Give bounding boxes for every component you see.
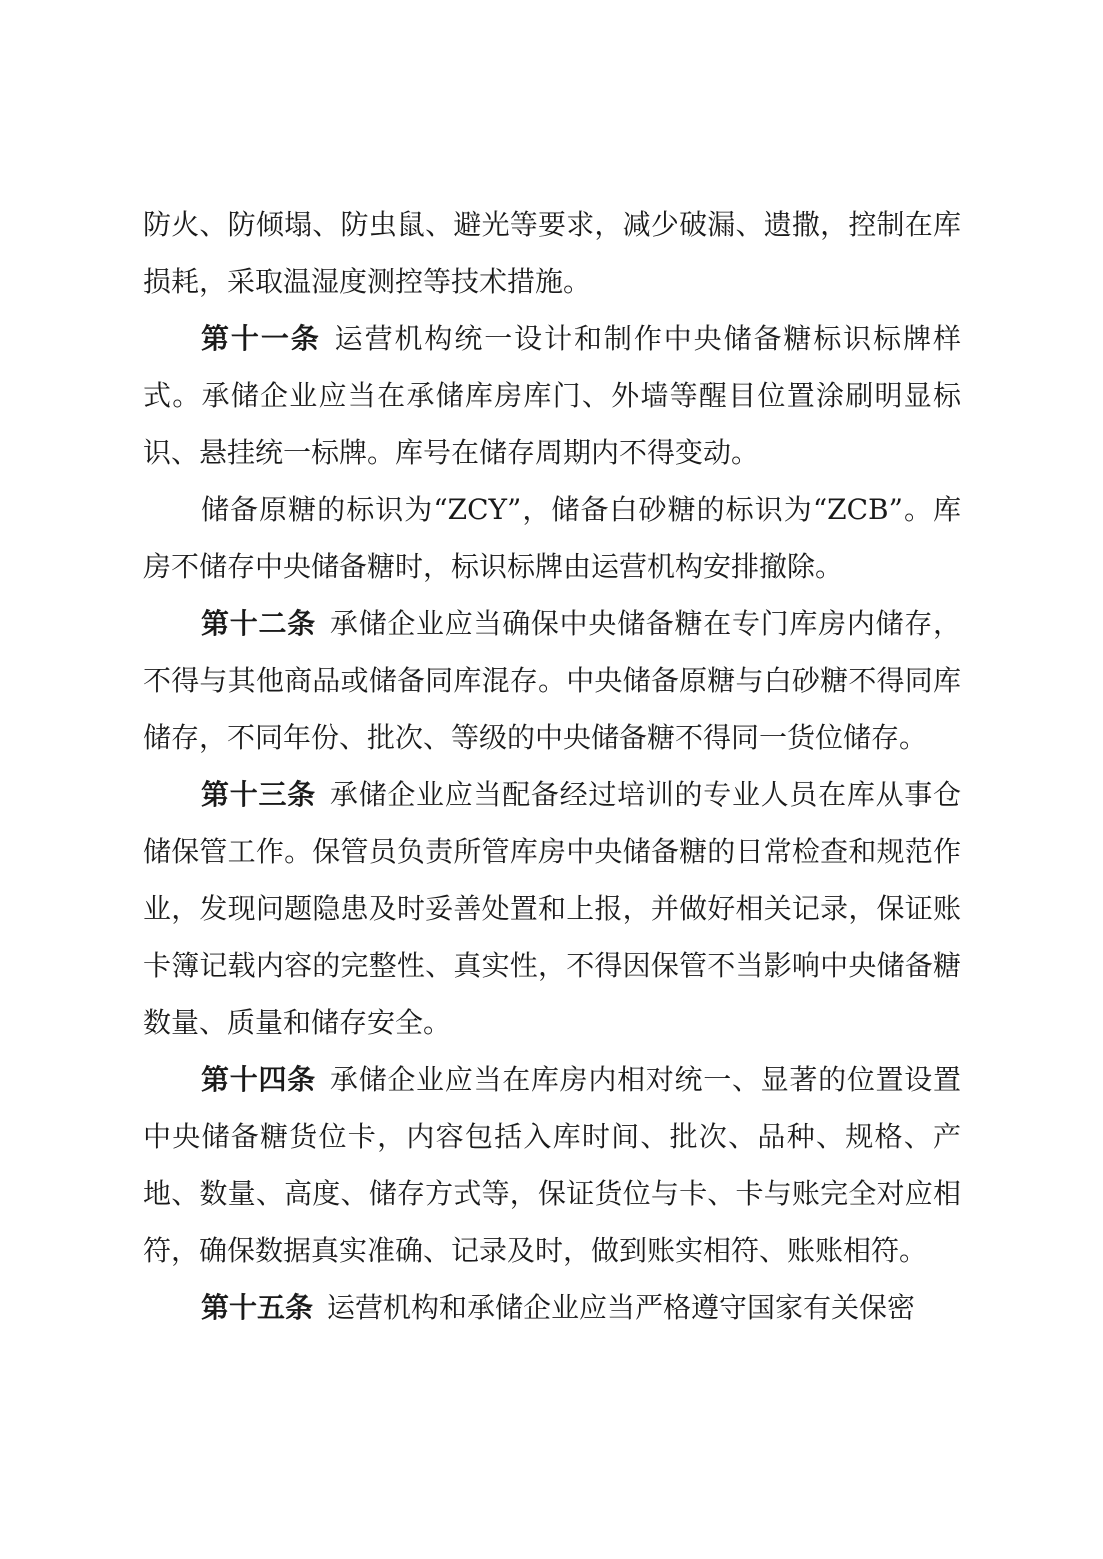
paragraph-text: 防火、防倾塌、防虫鼠、避光等要求，减少破漏、遗撒，控制在库损耗，采取温湿度测控等技术措施。	[143, 208, 961, 298]
document-page	[143, 196, 961, 1336]
article-number: 第十一条	[201, 322, 321, 355]
article-text: 承储企业应当配备经过培训的专业人员在库从事仓储保管工作。保管员负责所管库房中央储备糖的日常检查和规范作业，发现问题隐患及时妥善处置和上报，并做好相关记录，保证账卡簿记载内容的完整性、真实性，不得因保管不当影响中央储备糖数量、质量和储存安全。	[143, 778, 961, 1039]
article-14	[143, 1051, 961, 1279]
paragraph-text: 储备原糖的标识为“ZCY”，储备白砂糖的标识为“ZCB”。库房不储存中央储备糖时，标识标牌由运营机构安排撤除。	[143, 493, 961, 583]
paragraph-continuation	[143, 196, 961, 310]
article-text: 承储企业应当在库房内相对统一、显著的位置设置中央储备糖货位卡，内容包括入库时间、批次、品种、规格、产地、数量、高度、储存方式等，保证货位与卡、卡与账完全对应相符，确保数据真实准确、记录及时，做到账实相符、账账相符。	[143, 1063, 961, 1267]
article-13	[143, 766, 961, 1051]
article-text: 承储企业应当确保中央储备糖在专门库房内储存，不得与其他商品或储备同库混存。中央储备原糖与白砂糖不得同库储存，不同年份、批次、等级的中央储备糖不得同一货位储存。	[143, 607, 961, 754]
article-text: 运营机构和承储企业应当严格遵守国家有关保密	[327, 1291, 916, 1324]
article-15	[143, 1279, 961, 1336]
article-11-paragraph-2	[143, 481, 961, 595]
article-number: 第十二条	[201, 607, 316, 640]
article-number: 第十四条	[201, 1063, 316, 1096]
article-12	[143, 595, 961, 766]
article-text: 运营机构统一设计和制作中央储备糖标识标牌样式。承储企业应当在承储库房库门、外墙等醒目位置涂刷明显标识、悬挂统一标牌。库号在储存周期内不得变动。	[143, 322, 961, 469]
article-11	[143, 310, 961, 481]
article-number: 第十三条	[201, 778, 316, 811]
article-number: 第十五条	[201, 1291, 314, 1324]
